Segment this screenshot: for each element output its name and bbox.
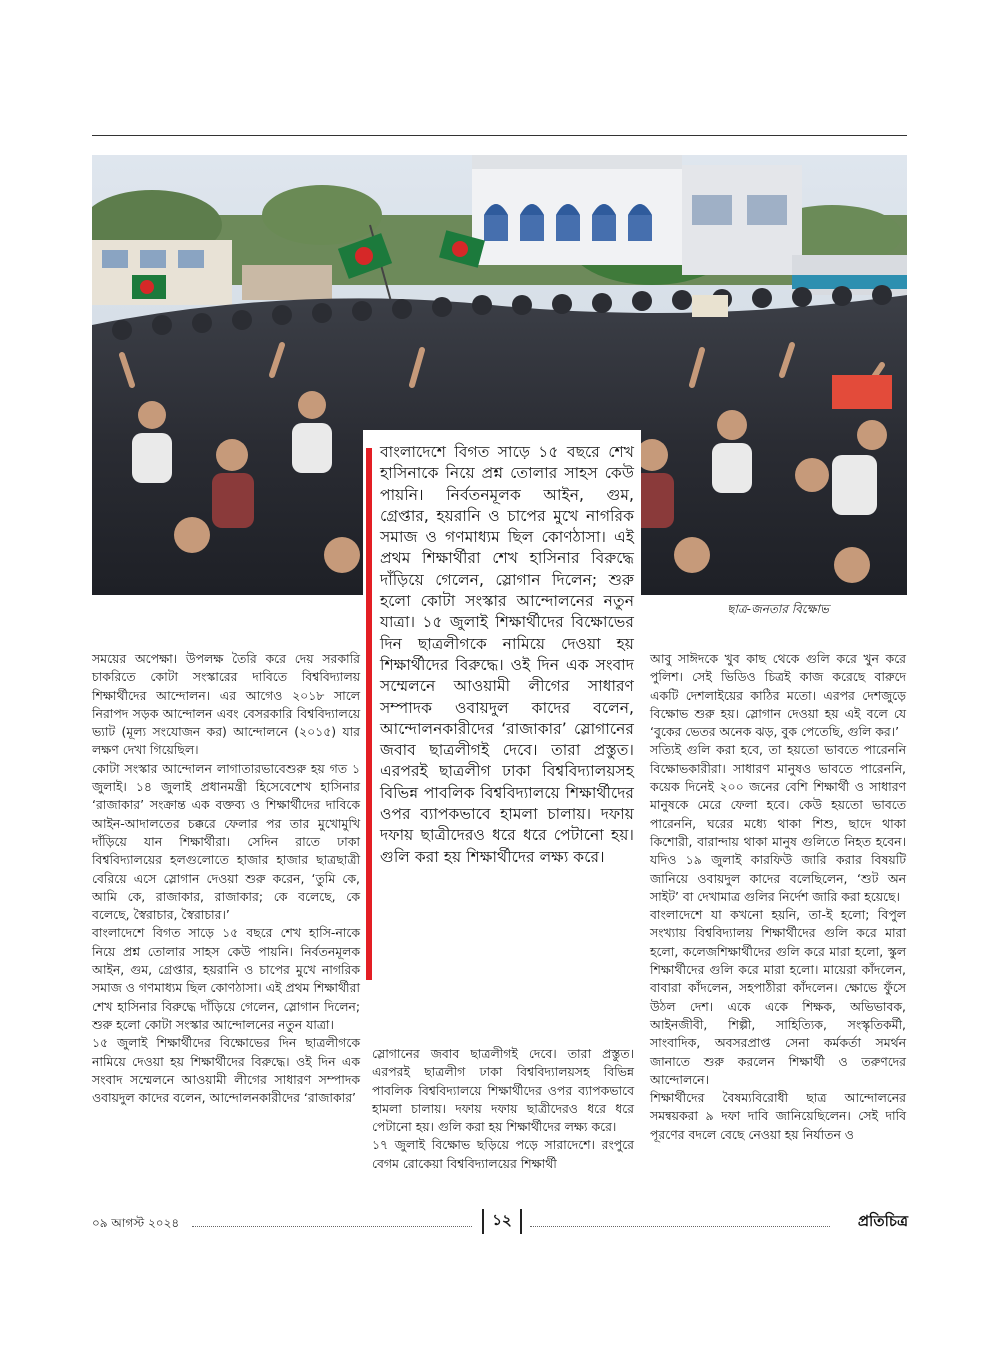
paragraph: বাংলাদেশে বিগত সাড়ে ১৫ বছরে শেখ হাসি-নাকে নিয়ে প্রশ্ন তোলার সাহস কেউ পায়নি। নির্বতনমূলক আইন, গুম, গ্রেপ্তার, হয়রানি ও চাপের মুখে নাগরিক সমাজ ও গণমাধ্যম ছিল কোণঠাসা। এই প্রথম শিক্ষার্থীরা শেখ হাসিনার বিরুদ্ধে দাঁড়িয়ে গেলেন, স্লোগান দিলেন; শুরু হলো কোটা সংস্কার আন্দোলনের নতুন যাত্রা। [92, 925, 360, 1032]
page-number: ১২ [482, 1209, 522, 1234]
paragraph: ১৭ জুলাই বিক্ষোভ ছড়িয়ে পড়ে সারাদেশে। রংপুরে বেগম রোকেয়া বিশ্ববিদ্যালয়ের শিক্ষার্থী [372, 1137, 634, 1171]
header-rule [92, 135, 907, 136]
article-column-left [92, 650, 360, 1107]
magazine-brand: প্রতিচিত্র [857, 1212, 908, 1230]
issue-date: ০৯ আগস্ট ২০২৪ [92, 1216, 180, 1230]
footer-dotted-rule-right [530, 1226, 830, 1227]
paragraph: সময়ের অপেক্ষা। উপলক্ষ তৈরি করে দেয় সরকারি চাকরিতে কোটা সংস্কারের দাবিতে বিশ্ববিদ্যালয় শিক্ষার্থীদের আন্দোলন। এর আগেও ২০১৮ সালে নিরাপদ সড়ক আন্দোলন এবং বেসরকারি বিশ্ববিদ্যালয়ে ভ্যাট (মূল্য সংযোজন কর) আন্দোলনে (২০১৫) যার লক্ষণ দেখা গিয়েছিল। [92, 651, 360, 758]
pull-quote-accent-bar [366, 448, 372, 980]
footer-dotted-rule-left [192, 1226, 472, 1227]
paragraph: ১৫ জুলাই শিক্ষার্থীদের বিক্ষোভের দিন ছাত্রলীগকে নামিয়ে দেওয়া হয় শিক্ষার্থীদের বিরুদ্ধে। ওই দিন এক সংবাদ সম্মেলনে আওয়ামী লীগের সাধারণ সম্পাদক ওবায়দুল কাদের বলেন, আন্দোলনকারীদের ‘রাজাকার’ [92, 1035, 360, 1106]
paragraph: আবু সাঈদকে খুব কাছ থেকে গুলি করে খুন করে পুলিশ। সেই ভিডিও চিত্রই কাজ করেছে বারুদে একটি দেশলাইয়ের কাঠির মতো। এরপর দেশজুড়ে বিক্ষোভ শুরু হয়। স্লোগান দেওয়া হয় এই বলে যে ‘বুকের ভেতর অনেক ঝড়, বুক পেতেছি, গুলি কর।’ [650, 651, 906, 740]
article-column-right [650, 650, 906, 1144]
paragraph: সত্যিই গুলি করা হবে, তা হয়তো ভাবতে পারেননি বিক্ষোভকারীরা। সাধারণ মানুষও ভাবতে পারেননি, কয়েক দিনেই ২০০ জনের বেশি শিক্ষার্থী ও সাধারণ মানুষকে মেরে ফেলা হবে। কেউ হয়তো ভাবতে পারেননি, ঘরের মধ্যে থাকা শিশু, ছাদে থাকা কিশোরী, বারান্দায় থাকা মানুষ গুলিতে নিহত হবেন। যদিও ১৯ জুলাই কারফিউ জারি করার বিষয়টি জানিয়ে ওবায়দুল কাদের বলেছিলেন, ‘শুট অন সাইট’ বা দেখামাত্র গুলির নির্দেশ জারি করা হয়েছে। [650, 742, 906, 904]
paragraph: স্লোগানের জবাব ছাত্রলীগই দেবে। তারা প্রস্তুত। এরপরই ছাত্রলীগ ঢাকা বিশ্ববিদ্যালয়সহ বিভিন্ন পাবলিক বিশ্ববিদ্যালয়ে শিক্ষার্থীদের ওপর ব্যাপকভাবে হামলা চালায়। দফায় দফায় ছাত্রীদেরও ধরে ধরে পেটানো হয়। গুলি করা হয় শিক্ষার্থীদের লক্ষ্য করে। [372, 1046, 634, 1135]
photo-caption: ছাত্র-জনতার বিক্ষোভ [727, 602, 829, 616]
paragraph: শিক্ষার্থীদের বৈষম্যবিরোধী ছাত্র আন্দোলনের সমন্বয়করা ৯ দফা দাবি জানিয়েছিলেন। সেই দাবি পূরণের বদলে বেছে নেওয়া হয় নির্যাতন ও [650, 1090, 906, 1142]
article-column-middle [372, 1045, 634, 1173]
pull-quote [363, 430, 641, 1030]
pull-quote-text: বাংলাদেশে বিগত সাড়ে ১৫ বছরে শেখ হাসিনাকে নিয়ে প্রশ্ন তোলার সাহস কেউ পায়নি। নির্বতনমূলক আইন, গুম, গ্রেপ্তার, হয়রানি ও চাপের মুখে নাগরিক সমাজ ও গণমাধ্যম ছিল কোণঠাসা। এই প্রথম শিক্ষার্থীরা শেখ হাসিনার বিরুদ্ধে দাঁড়িয়ে গেলেন, স্লোগান দিলেন; শুরু হলো কোটা সংস্কার আন্দোলনের নতুন যাত্রা। ১৫ জুলাই শিক্ষার্থীদের বিক্ষোভের দিন ছাত্রলীগকে নামিয়ে দেওয়া হয় শিক্ষার্থীদের বিরুদ্ধে। ওই দিন এক সংবাদ সম্মেলনে আওয়ামী লীগের সাধারণ সম্পাদক ওবায়দুল কাদের বলেন, আন্দোলনকারীদের ‘রাজাকার’ স্লোগানের জবাব ছাত্রলীগই দেবে। তারা প্রস্তুত। এরপরই ছাত্রলীগ ঢাকা বিশ্ববিদ্যালয়সহ বিভিন্ন পাবলিক বিশ্ববিদ্যালয়ে শিক্ষার্থীদের ওপর ব্যাপকভাবে হামলা চালায়। দফায় দফায় ছাত্রীদেরও ধরে ধরে পেটানো হয়। গুলি করা হয় শিক্ষার্থীদের লক্ষ্য করে। [380, 443, 634, 866]
paragraph: কোটা সংস্কার আন্দোলন লাগাতারভাবেশুরু হয় গত ১ জুলাই। ১৪ জুলাই প্রধানমন্ত্রী হিসেবেশেখ হাসিনার ‘রাজাকার’ সংক্রান্ত এক বক্তব্য ও শিক্ষার্থীদের দাবিকে আইন-আদালতের চক্করে ফেলার পর তার মুখোমুখি দাঁড়িয়ে যান শিক্ষার্থীরা। সেদিন রাতে ঢাকা বিশ্ববিদ্যালয়ের হলগুলোতে হাজার হাজার ছাত্রছাত্রী বেরিয়ে এসে স্লোগান দেওয়া শুরু করেন, ‘তুমি কে, আমি কে, রাজাকার, রাজাকার; কে বলেছে, কে বলেছে, স্বৈরাচার, স্বৈরাচার।’ [92, 760, 360, 923]
paragraph: বাংলাদেশে যা কখনো হয়নি, তা-ই হলো; বিপুল সংখ্যায় বিশ্ববিদ্যালয় শিক্ষার্থীদের গুলি করে মারা হলো, কলেজশিক্ষার্থীদের গুলি করে মারা হলো, স্কুল শিক্ষার্থীদের গুলি করে মারা হলো। মায়েরা কাঁদলেন, বাবারা কাঁদলেন, সহপাঠীরা কাঁদলেন। ক্ষোভে ফুঁসে উঠল দেশ। একে একে শিক্ষক, অভিভাবক, আইনজীবী, শিল্পী, সাহিত্যিক, সংস্কৃতিকর্মী, সাংবাদিক, অবসরপ্রাপ্ত সেনা কর্মকর্তা সমর্থন জানাতে শুরু করলেন শিক্ষার্থী ও তরুণদের আন্দোলনে। [650, 907, 906, 1087]
